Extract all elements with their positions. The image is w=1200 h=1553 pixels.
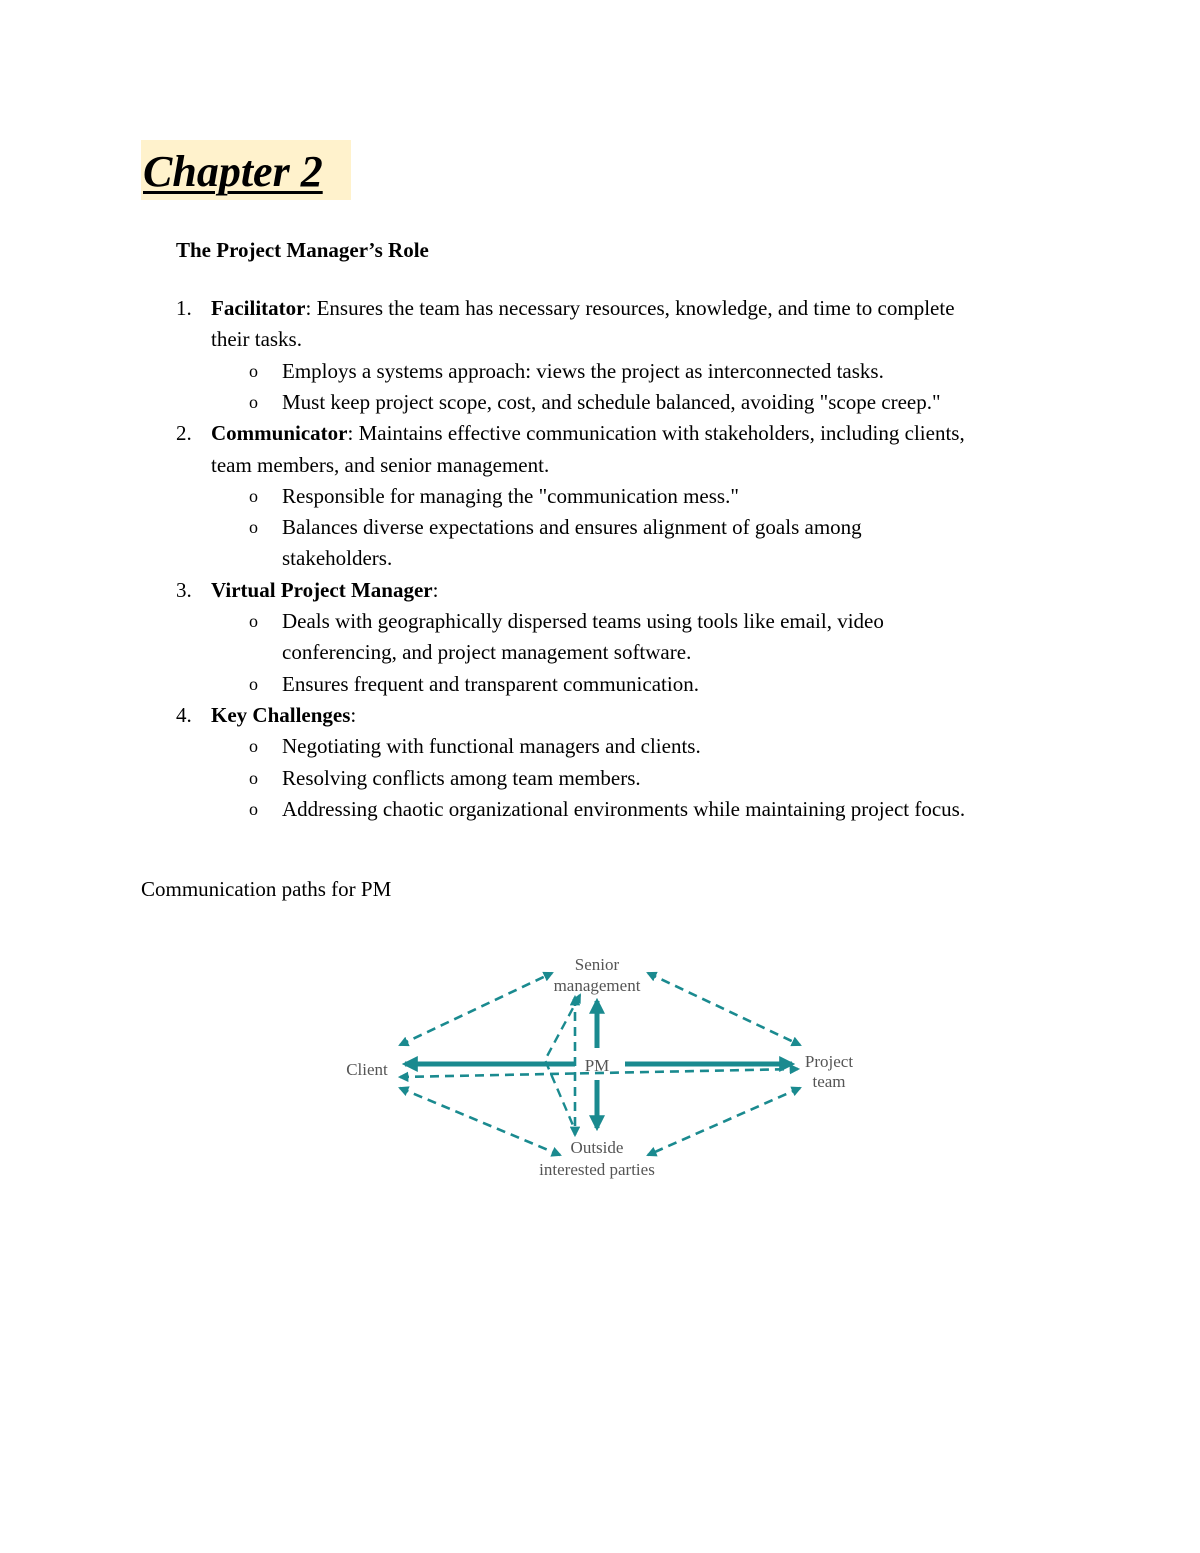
role-separator: : xyxy=(350,702,357,727)
node-outside-line2: interested parties xyxy=(539,1160,655,1179)
arrow-senior-team xyxy=(648,973,800,1045)
role-item xyxy=(211,418,965,449)
bullet-text: Resolving conflicts among team members. xyxy=(282,765,641,790)
role-description-cont: team members, and senior management. xyxy=(211,452,550,477)
bullet-icon: o xyxy=(249,360,258,381)
node-client: Client xyxy=(346,1060,388,1079)
bullet-text: Employs a systems approach: views the project as interconnected tasks. xyxy=(282,358,884,383)
bullet-icon: o xyxy=(249,798,258,819)
chapter-title: Chapter 2 xyxy=(143,147,323,196)
role-item xyxy=(211,700,356,731)
bullet-icon: o xyxy=(249,767,258,788)
role-description: Maintains effective communication with stakeholders, including clients, xyxy=(353,421,965,446)
role-term: Facilitator xyxy=(211,296,306,320)
bullet-icon: o xyxy=(249,611,258,631)
arrow-client-senior xyxy=(400,973,552,1045)
role-separator: : xyxy=(305,296,312,320)
diagram-caption: Communication paths for PM xyxy=(141,877,392,901)
bullet-icon: o xyxy=(249,736,258,757)
list-number: 4. xyxy=(176,702,192,727)
bullet-icon: o xyxy=(249,485,258,506)
chapter-heading xyxy=(141,140,351,200)
node-team-line1: Project xyxy=(804,1052,854,1071)
bullet-text: conferencing, and project management software. xyxy=(282,640,692,665)
bullet-text: Negotiating with functional managers and clients. xyxy=(282,734,701,759)
bullet-icon: o xyxy=(249,391,258,412)
bullet-icon: o xyxy=(249,673,258,694)
bullet-text: Deals with geographically dispersed teams using tools like email, video xyxy=(282,609,884,633)
role-term: Virtual Project Manager xyxy=(211,577,433,602)
section-title: The Project Manager’s Role xyxy=(176,238,429,262)
role-item xyxy=(211,575,438,606)
bullet-text: Ensures frequent and transparent communication. xyxy=(282,671,699,696)
role-separator: : xyxy=(432,577,439,602)
bullet-text: stakeholders. xyxy=(282,546,393,571)
role-description-cont: their tasks. xyxy=(211,327,302,352)
role-separator: : xyxy=(347,421,354,446)
node-team-line2: team xyxy=(812,1072,846,1091)
role-term: Key Challenges xyxy=(211,702,351,727)
node-outside-line1: Outside xyxy=(570,1138,624,1157)
list-number: 2. xyxy=(176,421,192,446)
communication-paths-diagram xyxy=(330,945,870,1190)
list-number: 1. xyxy=(176,296,192,320)
list-number: 3. xyxy=(176,577,192,602)
bullet-text: Balances diverse expectations and ensures alignment of goals among xyxy=(282,515,862,540)
role-term: Communicator xyxy=(211,421,348,446)
role-description: Ensures the team has necessary resources, knowledge, and time to complete xyxy=(311,296,955,320)
node-senior-line2: management xyxy=(553,976,641,995)
role-item xyxy=(211,293,955,324)
bullet-icon: o xyxy=(249,517,258,538)
arrow-client-outside xyxy=(400,1088,560,1155)
node-pm: PM xyxy=(584,1056,610,1075)
bullet-text: Responsible for managing the "communication mess." xyxy=(282,483,739,508)
bullet-text: Addressing chaotic organizational environments while maintaining project focus. xyxy=(282,796,966,821)
bullet-text: Must keep project scope, cost, and schedule balanced, avoiding "scope creep." xyxy=(282,389,941,414)
arrow-team-outside xyxy=(648,1088,800,1155)
node-senior-line1: Senior xyxy=(574,955,620,974)
